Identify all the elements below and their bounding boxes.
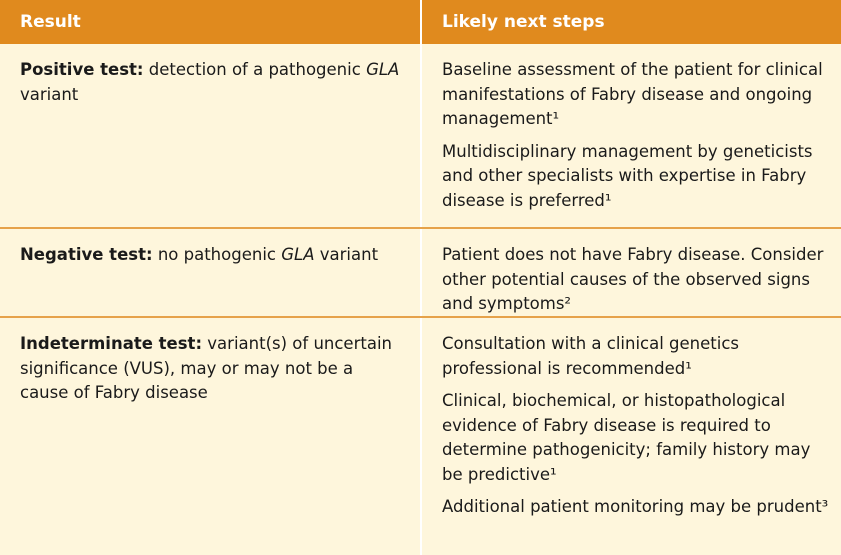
result-label: Positive test:: [20, 60, 144, 79]
header-next-steps: Likely next steps: [420, 0, 841, 44]
header-result: Result: [0, 0, 420, 44]
next-step: Clinical, biochemical, or histopathological evidence of Fabry disease is required to determine pathogenicity; family history may be predictive¹: [442, 391, 811, 484]
gene-name: GLA: [366, 60, 400, 79]
result-text: [20, 58, 406, 107]
result-desc-tail: variant: [319, 245, 379, 264]
result-desc: no pathogenic: [157, 245, 276, 264]
gene-name: GLA: [281, 245, 315, 264]
table-header: [0, 0, 841, 44]
table-row-negative: [0, 229, 841, 316]
result-cell: [0, 44, 420, 227]
result-desc-tail: variant: [20, 84, 79, 104]
next-steps-cell: [420, 318, 841, 555]
result-desc: detection of a pathogenic: [148, 60, 361, 79]
table-row-positive: [0, 44, 841, 227]
next-step: Consultation with a clinical genetics professional is recommended¹: [442, 334, 739, 378]
next-step: Additional patient monitoring may be prudent³: [442, 497, 829, 516]
next-step: Multidisciplinary management by geneticists and other specialists with expertise in Fabry disease is preferred¹: [442, 141, 813, 210]
result-cell: [0, 229, 420, 316]
next-steps-cell: [420, 229, 841, 316]
result-label: Indeterminate test:: [20, 334, 203, 353]
next-step: Patient does not have Fabry disease. Consider other potential causes of the observed signs and symptoms²: [442, 245, 824, 313]
result-text: [20, 243, 406, 268]
result-cell: [0, 318, 420, 555]
table-row-indeterminate: [0, 318, 841, 555]
next-steps-cell: [420, 44, 841, 227]
result-label: Negative test:: [20, 245, 153, 264]
next-step: Baseline assessment of the patient for clinical manifestations of Fabry disease and ongoing management¹: [442, 60, 823, 128]
result-text: [20, 332, 406, 406]
result-desc: variant(s) of uncertain significance (VUS), may or may not be a cause of Fabry disease: [20, 334, 392, 402]
